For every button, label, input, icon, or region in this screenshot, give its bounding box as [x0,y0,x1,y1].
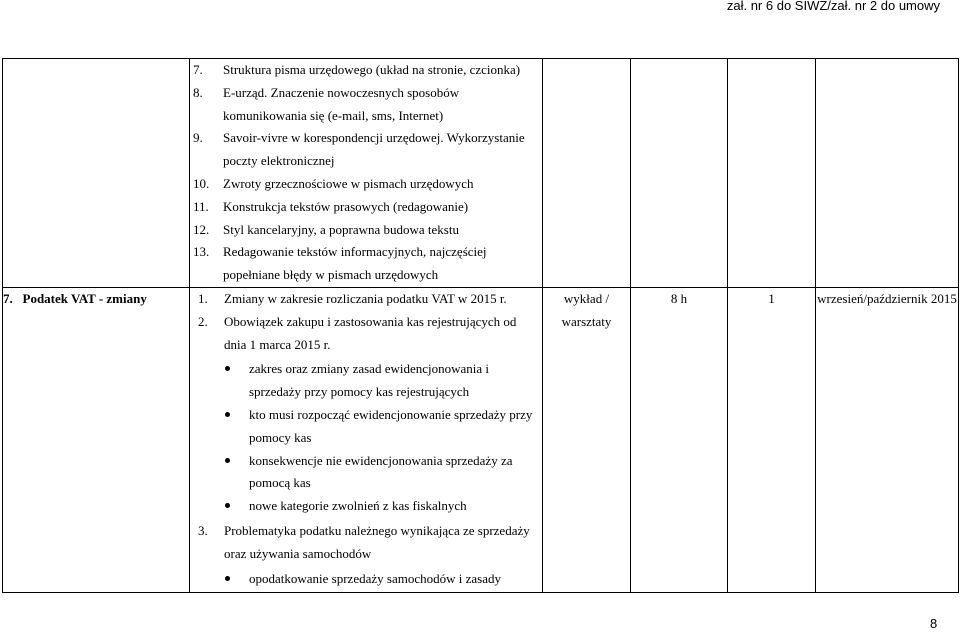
bullet-item: kto musi rozpocząć ewidencjonowanie sprzedaży przy pomocy kas [215,404,542,450]
bullet-list [224,358,542,518]
list-item [190,288,542,311]
program-list [190,59,542,287]
training-program-table [2,58,959,593]
form-cell-empty [543,59,631,288]
bullet-item: opodatkowanie sprzedaży samochodów i zasady [215,568,542,591]
item-text: Zwroty grzecznościowe w pismach urzędowych [223,175,474,191]
item-number: 12. [193,221,210,237]
bullet-item: konsekwencje nie ewidencjonowania sprzedaży za pomocą kas [215,450,542,496]
hours-cell-empty [631,59,728,288]
item-number: 11. [193,198,209,214]
table-row [3,287,959,592]
item-number: 13. [193,244,210,260]
item-text: E-urząd. Znaczenie nowoczesnych sposobów komunikowania się (e-mail, sms, Internet) [223,84,460,123]
list-item [190,173,542,196]
list-item [190,127,542,173]
item-number: 2. [198,313,208,329]
item-text: Struktura pisma urzędowego (układ na stronie, czcionka) [223,62,521,77]
program-list [190,288,542,590]
table-row [3,59,959,288]
topic-cell [3,287,190,592]
list-item [190,311,542,518]
topic-label: 7. Podatek VAT - zmiany [3,290,147,306]
item-number: 8. [193,84,203,100]
item-number: 1. [198,290,208,306]
list-item [190,196,542,219]
item-text: Zmiany w zakresie rozliczania podatku VAT w 2015 r. [224,290,507,306]
program-cell [190,59,543,288]
bullet-item: zakres oraz zmiany zasad ewidencjonowania i sprzedaży przy pomocy kas rejestrujących [215,358,542,404]
list-item [190,520,542,590]
page-number: 8 [930,616,938,631]
hours-value: 8 h [670,290,688,306]
item-number: 7. [193,62,203,77]
item-text: Redagowanie tekstów informacyjnych, najczęściej popełniane błędy w pismach urzędowych [223,244,487,283]
item-text: Konstrukcja tekstów prasowych (redagowanie) [223,198,469,214]
item-text: Obowiązek zakupu i zastosowania kas rejestrujących od dnia 1 marca 2015 r. [224,313,517,352]
item-number: 3. [198,522,208,538]
groups-cell-empty [728,59,816,288]
list-item [190,241,542,287]
form-cell [543,287,631,592]
item-text: Problematyka podatku należnego wynikająca ze sprzedaży oraz używania samochodów [224,522,530,561]
item-text: Styl kancelaryjny, a poprawna budowa tekstu [223,221,459,237]
topic-cell-empty [3,59,190,288]
list-item [190,82,542,128]
groups-cell [728,287,816,592]
item-number: 10. [193,175,210,191]
program-cell [190,287,543,592]
form-value: wykład / warsztaty [561,290,612,329]
list-item [190,219,542,242]
document-header: zał. nr 6 do SIWZ/zał. nr 2 do umowy [726,0,940,13]
date-value: wrzesień/październik 2015 [817,290,957,306]
item-text: Savoir-vivre w korespondencji urzędowej. Wykorzystanie poczty elektronicznej [223,130,525,169]
bullet-list [224,568,542,591]
item-number: 9. [193,130,203,146]
groups-value: 1 [768,290,775,306]
date-cell-empty [816,59,959,288]
hours-cell [631,287,728,592]
date-cell [816,287,959,592]
list-item [190,59,542,82]
bullet-item: nowe kategorie zwolnień z kas fiskalnych [215,495,542,518]
